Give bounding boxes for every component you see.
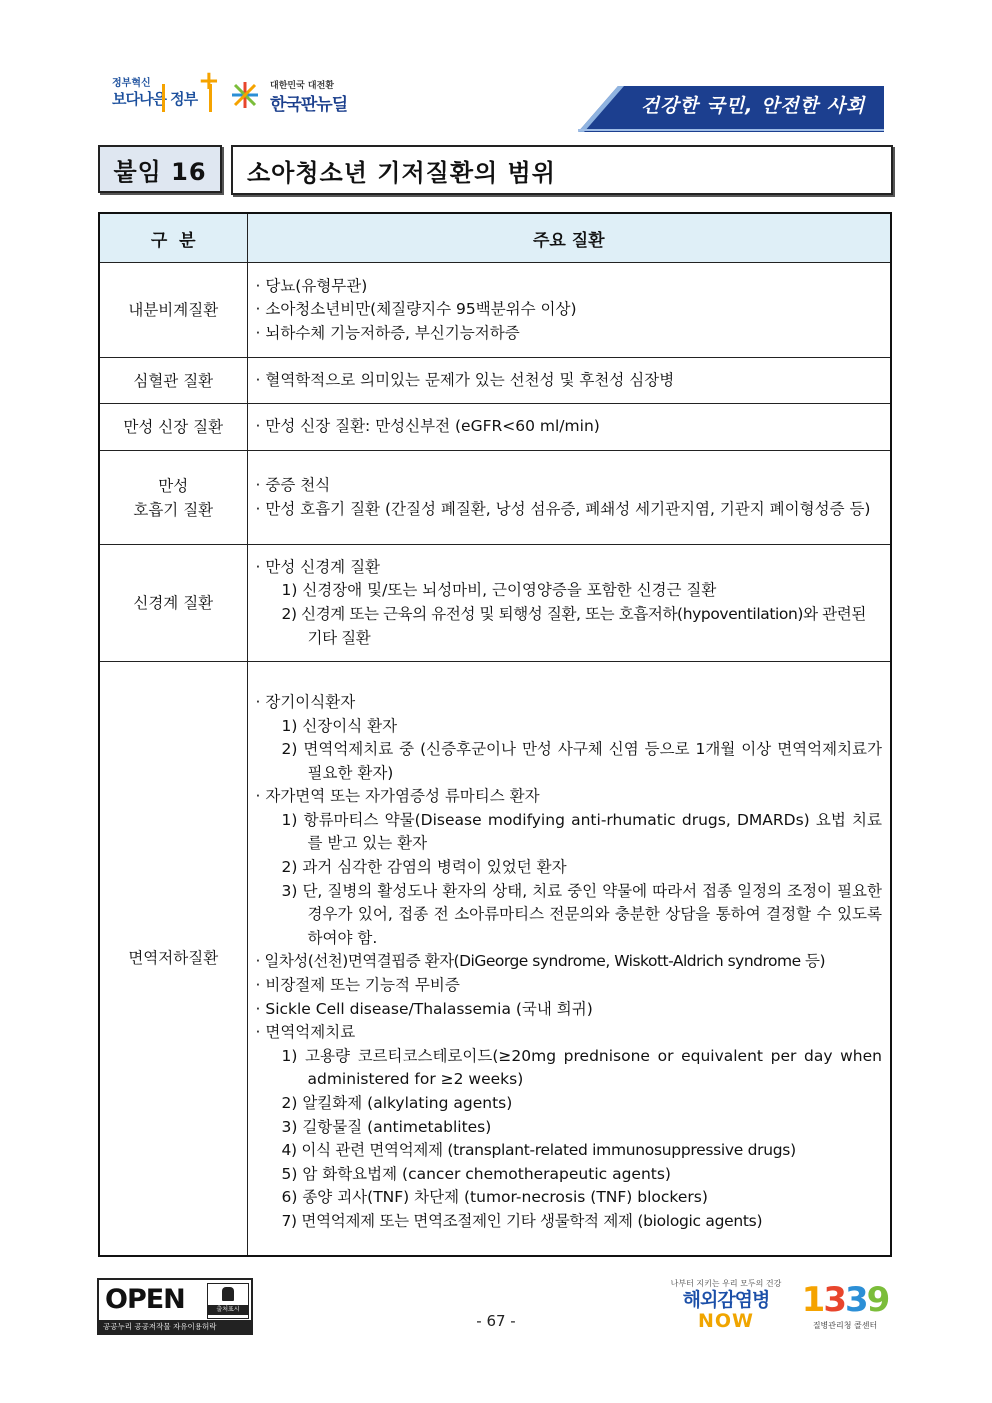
plus-icon: + bbox=[198, 66, 220, 96]
category-cell bbox=[99, 451, 247, 545]
list-item: 1) 신경장애 및/또는 뇌성마비, 근이영양증을 포함한 신경근 질환 bbox=[281, 581, 717, 600]
diseases-cell bbox=[247, 662, 891, 1256]
korean-new-deal-logo bbox=[230, 78, 360, 118]
list-item: · 만성 호흡기 질환 (간질성 폐질환, 낭성 섬유증, 폐쇄성 세기관지염, 기관지 폐이형성증 등) bbox=[255, 499, 871, 518]
category-cell: 면역저하질환 bbox=[99, 662, 247, 1256]
list-item: 3) 길항물질 (antimetablites) bbox=[281, 1117, 492, 1136]
list-item: · 당뇨(유형무관) bbox=[255, 276, 368, 295]
list-item: 5) 암 화학요법제 (cancer chemotherapeutic agents) bbox=[281, 1164, 671, 1183]
list-item: 2) 면역억제치료 중 (신증후군이나 만성 사구체 신염 등으로 1개월 이상 면역억제치료가 필요한 환자) bbox=[281, 740, 882, 782]
header-category: 구 분 bbox=[99, 213, 247, 263]
new-deal-big-text: 한국판뉴딜 bbox=[270, 95, 348, 115]
category-cell: 심혈관 질환 bbox=[99, 358, 247, 404]
attribution-label: 출처표시 bbox=[208, 1305, 248, 1315]
list-item: · 비장절제 또는 기능적 무비증 bbox=[255, 976, 460, 995]
diseases-cell bbox=[247, 263, 891, 358]
table-row bbox=[99, 451, 891, 545]
gov-logo-big-text: 보다나은 정부 bbox=[112, 90, 198, 108]
category-line: 호흡기 질환 bbox=[133, 500, 214, 519]
table-row bbox=[99, 358, 891, 404]
list-item: · 자가면역 또는 자가염증성 류마티스 환자 bbox=[255, 787, 540, 806]
list-item: 2) 과거 심각한 감염의 병력이 있었던 환자 bbox=[281, 858, 567, 877]
category-cell: 내분비계질환 bbox=[99, 263, 247, 358]
list-item: · 소아청소년비만(체질량지수 95백분위수 이상) bbox=[255, 300, 577, 319]
page-title bbox=[231, 145, 893, 195]
list-item: 1) 고용량 코르티코스테로이드(≥20mg prednisone or equivalent per day when administered for ≥2 weeks) bbox=[281, 1046, 882, 1089]
list-item: 7) 면역억제제 또는 면역조절제인 기타 생물학적 제제 (biologic agents) bbox=[281, 1211, 763, 1230]
license-caption: 공공누리 공공저작물 자유이용허락 bbox=[99, 1320, 251, 1333]
page-header bbox=[0, 0, 992, 140]
diseases-cell bbox=[247, 404, 891, 451]
list-item: · 장기이식환자 bbox=[255, 692, 356, 711]
list-item: 4) 이식 관련 면역억제제 (transplant-related immunosuppressive drugs) bbox=[281, 1141, 796, 1160]
list-item: · 혈역학적으로 의미있는 문제가 있는 선천성 및 후천성 심장병 bbox=[255, 370, 675, 389]
person-icon bbox=[222, 1287, 234, 1301]
list-item: 2) 신경계 또는 근육의 유전성 및 퇴행성 질환, 또는 호흡저하(hypoventilation)와 관련된 기타 질환 bbox=[281, 605, 866, 647]
kdca-1339-logo bbox=[790, 1280, 900, 1340]
header-diseases: 주요 질환 bbox=[247, 213, 891, 263]
disease-table bbox=[98, 212, 892, 1257]
list-item: 2) 알킬화제 (alkylating agents) bbox=[281, 1094, 513, 1113]
list-item: 3) 단, 질병의 활성도나 환자의 상태, 치료 중인 약물에 따라서 접종 일정의 조정이 필요한 경우가 있어, 접종 전 소아류마티스 전문의와 충분한 상담을 통하여 결정할 수 있도록 하여야 함. bbox=[281, 881, 882, 947]
table-row bbox=[99, 404, 891, 451]
list-item: · 뇌하수체 기능저하증, 부신기능저하증 bbox=[255, 323, 520, 342]
diseases-cell bbox=[247, 358, 891, 404]
attachment-number: 붙임 16 bbox=[113, 157, 207, 186]
diseases-cell bbox=[247, 451, 891, 545]
new-deal-star-icon bbox=[230, 80, 260, 110]
hotline-number: 1339 bbox=[801, 1280, 889, 1320]
category-cell: 만성 신장 질환 bbox=[99, 404, 247, 451]
list-item: · 만성 신경계 질환 bbox=[255, 557, 381, 576]
new-deal-small-text: 대한민국 대전환 bbox=[270, 81, 334, 91]
gov-logo-small-text: 정부혁신 bbox=[112, 78, 151, 89]
campaign-name-2: NOW bbox=[697, 1310, 754, 1332]
hotline-caption: 질병관리청 콜센터 bbox=[812, 1321, 878, 1330]
slogan-text: 건강한 국민, 안전한 사회 bbox=[640, 95, 866, 117]
list-item: · 중증 천식 bbox=[255, 475, 331, 494]
list-item: 1) 신장이식 환자 bbox=[281, 716, 398, 735]
open-text: OPEN bbox=[105, 1284, 185, 1315]
list-item: · 만성 신장 질환: 만성신부전 (eGFR<60 ml/min) bbox=[255, 417, 600, 436]
overseas-infection-now-logo bbox=[670, 1278, 782, 1338]
list-item: · 면역억제치료 bbox=[255, 1023, 356, 1042]
gov-innovation-logo bbox=[110, 66, 220, 120]
list-item: · Sickle Cell disease/Thalassemia (국내 희귀) bbox=[255, 999, 593, 1018]
list-item: 6) 종양 괴사(TNF) 차단제 (tumor-necrosis (TNF) blockers) bbox=[281, 1188, 708, 1207]
category-line: 만성 bbox=[158, 476, 189, 495]
list-item: · 일차성(선천)면역결핍증 환자(DiGeorge syndrome, Wiskott-Aldrich syndrome 등) bbox=[255, 952, 826, 971]
page-number: - 67 - bbox=[476, 1312, 516, 1330]
category-cell: 신경계 질환 bbox=[99, 545, 247, 662]
campaign-name-1: 해외감염병 bbox=[682, 1289, 770, 1311]
list-item: 1) 항류마티스 약물(Disease modifying anti-rhumatic drugs, DMARDs) 요법 치료를 받고 있는 환자 bbox=[281, 810, 882, 853]
page-title-text: 소아청소년 기저질환의 범위 bbox=[247, 158, 556, 187]
campaign-tagline: 나부터 지키는 우리 모두의 건강 bbox=[670, 1279, 782, 1288]
attachment-label bbox=[98, 145, 222, 193]
table-row bbox=[99, 662, 891, 1256]
diseases-cell bbox=[247, 545, 891, 662]
table-header-row bbox=[99, 213, 891, 263]
table-row bbox=[99, 545, 891, 662]
table-row bbox=[99, 263, 891, 358]
